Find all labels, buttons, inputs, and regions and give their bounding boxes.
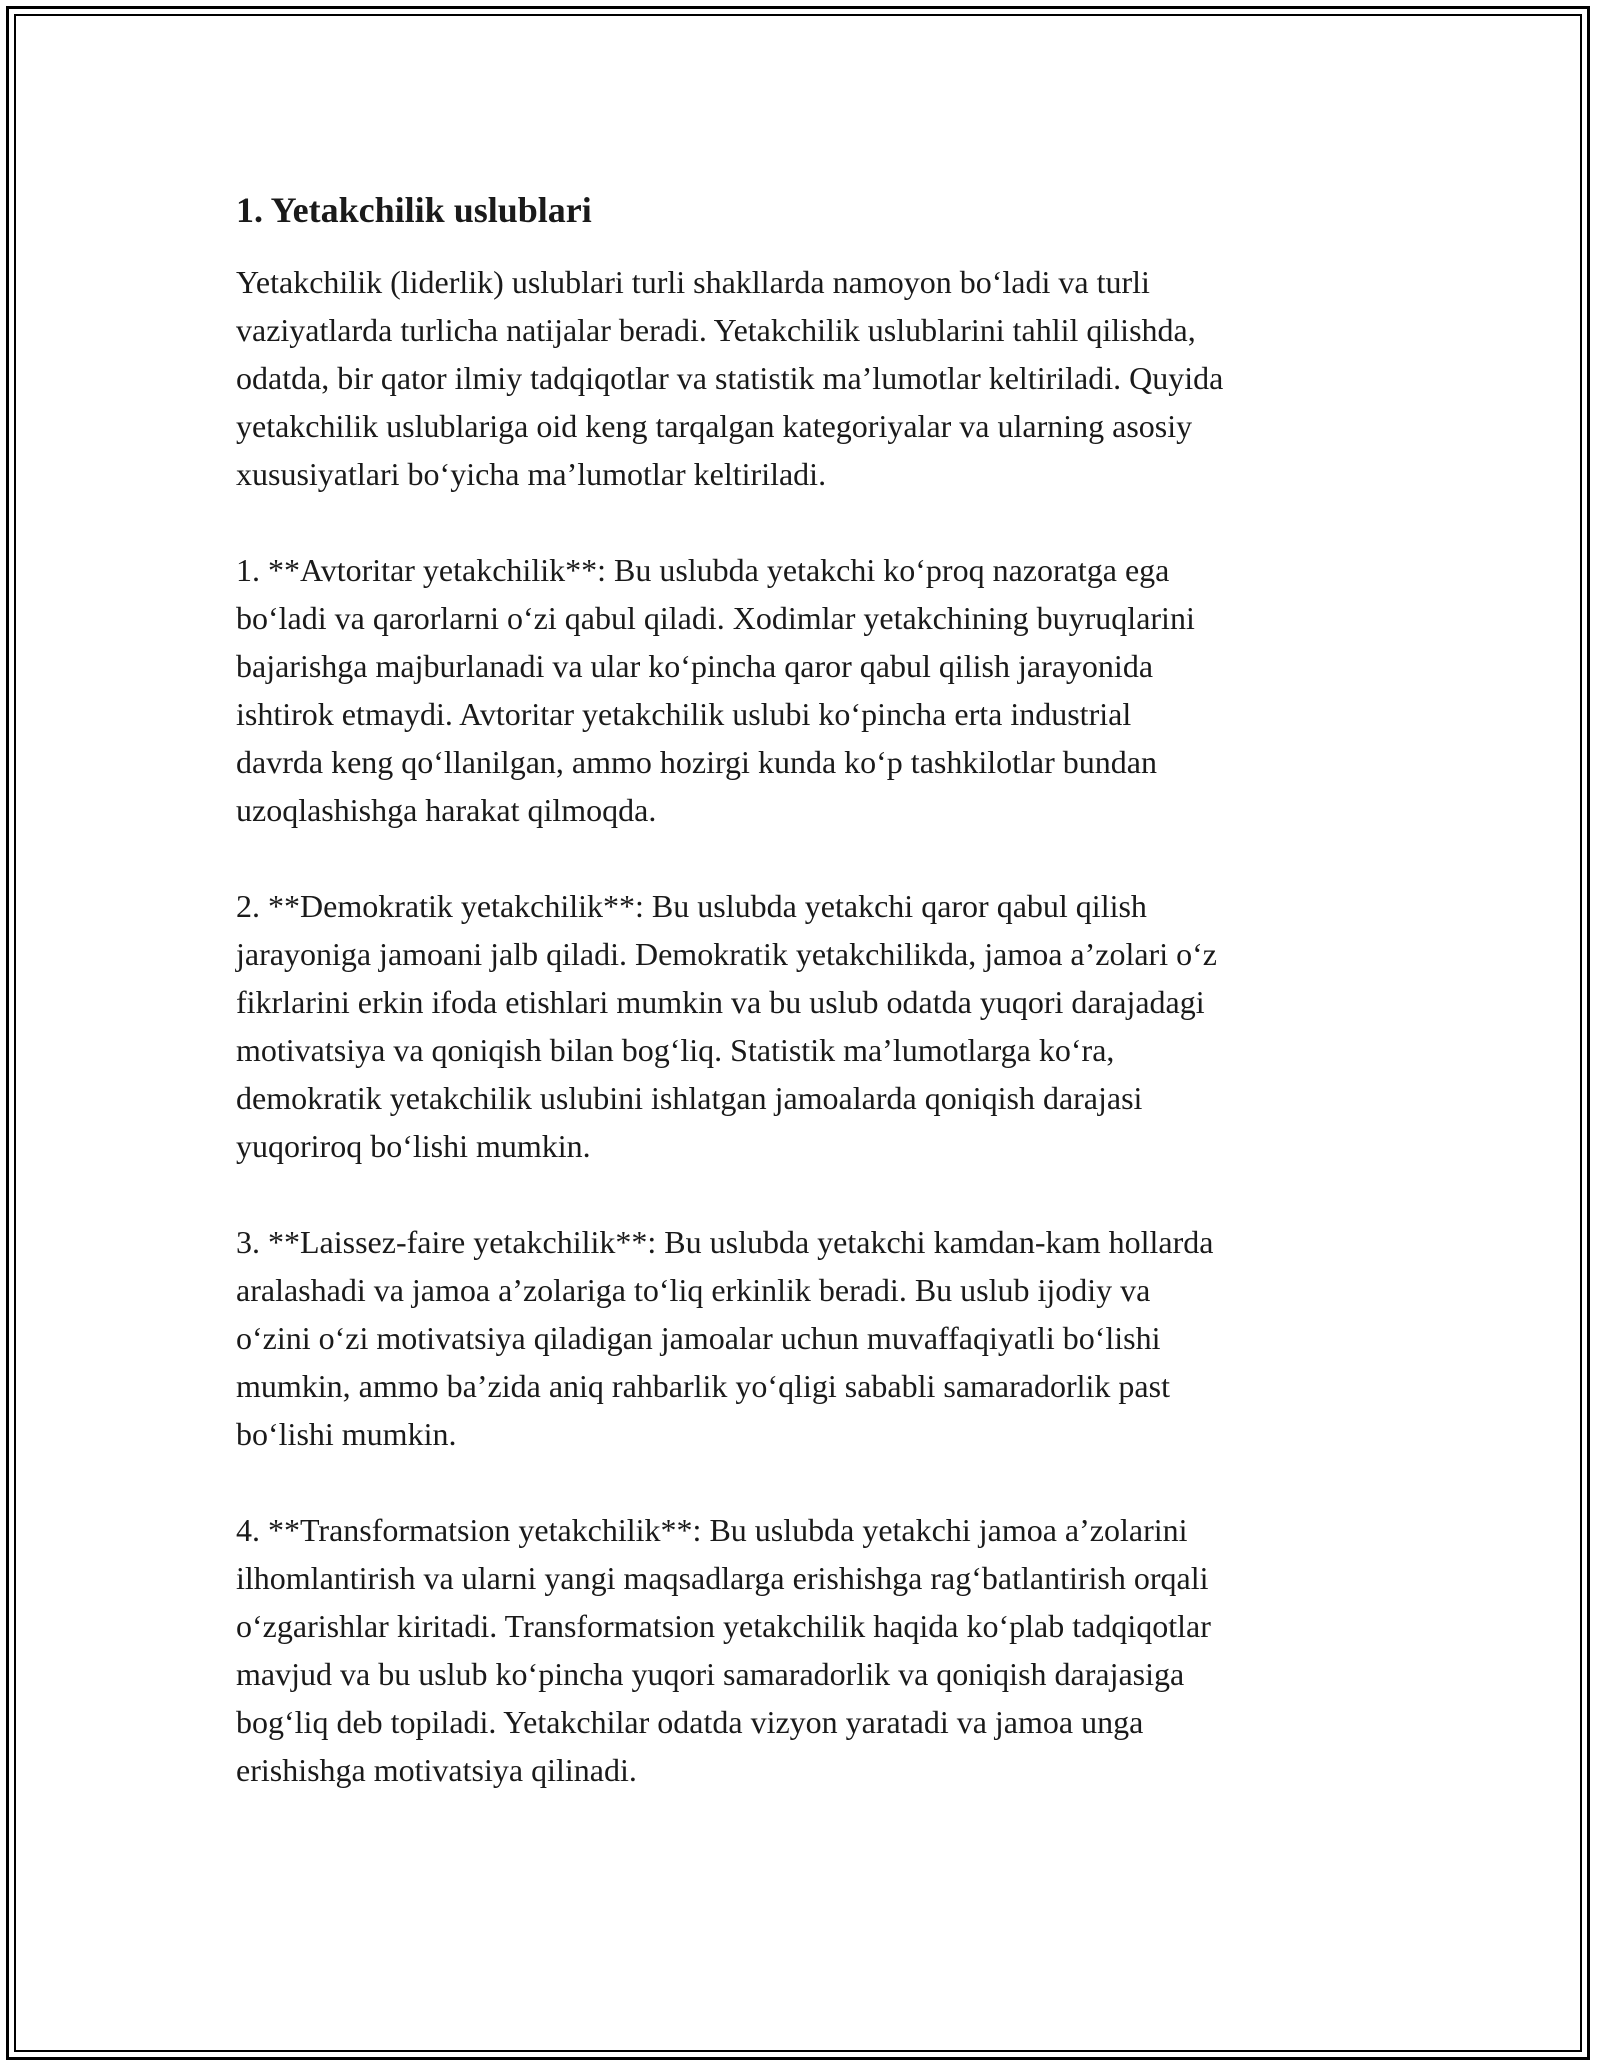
document-body bbox=[236, 186, 1406, 1842]
paragraph-democratic: 2. **Demokratik yetakchilik**: Bu uslubda yetakchi qaror qabul qilish jarayoniga jamoani jalb qiladi. Demokratik yetakchilikda, jamoa a’zolari o‘z fikrlarini erkin ifoda etishlari mumkin va bu uslub odatda yuqori darajadagi motivatsiya va qoniqish bilan bog‘liq. Statistik ma’lumotlarga ko‘ra, demokratik yetakchilik uslubini ishlatgan jamoalarda qoniqish darajasi yuqoriroq bo‘lishi mumkin. bbox=[236, 888, 1217, 1164]
paragraph-autocratic: 1. **Avtoritar yetakchilik**: Bu uslubda yetakchi ko‘proq nazoratga ega bo‘ladi va qarorlarni o‘zi qabul qiladi. Xodimlar yetakchining buyruqlarini bajarishga majburlanadi va ular ko‘pincha qaror qabul qilish jarayonida ishtirok etmaydi. Avtoritar yetakchilik uslubi ko‘pincha erta industrial davrda keng qo‘llanilgan, ammo hozirgi kunda ko‘p tashkilotlar bundan uzoqlashishga harakat qilmoqda. bbox=[236, 552, 1195, 828]
intro-paragraph: Yetakchilik (liderlik) uslublari turli shakllarda namoyon bo‘ladi va turli vaziyatlarda turlicha natijalar beradi. Yetakchilik uslublarini tahlil qilishda, odatda, bir qator ilmiy tadqiqotlar va statistik ma’lumotlar keltiriladi. Quyida yetakchilik uslublariga oid keng tarqalgan kategoriyalar va ularning asosiy xususiyatlari bo‘yicha ma’lumotlar keltiriladi. bbox=[236, 264, 1224, 492]
paragraph-transformational: 4. **Transformatsion yetakchilik**: Bu uslubda yetakchi jamoa a’zolarini ilhomlantirish va ularni yangi maqsadlarga erishishga rag‘batlantirish orqali o‘zgarishlar kiritadi. Transformatsion yetakchilik haqida ko‘plab tadqiqotlar mavjud va bu uslub ko‘pincha yuqori samaradorlik va qoniqish darajasiga bog‘liq deb topiladi. Yetakchilar odatda vizyon yaratadi va jamoa unga erishishga motivatsiya qilinadi. bbox=[236, 1512, 1211, 1788]
section-heading: 1. Yetakchilik uslublari bbox=[236, 190, 592, 230]
paragraph-laissez-faire: 3. **Laissez-faire yetakchilik**: Bu uslubda yetakchi kamdan-kam hollarda aralashadi va jamoa a’zolariga to‘liq erkinlik beradi. Bu uslub ijodiy va o‘zini o‘zi motivatsiya qiladigan jamoalar uchun muvaffaqiyatli bo‘lishi mumkin, ammo ba’zida aniq rahbarlik yo‘qligi sababli samaradorlik past bo‘lishi mumkin. bbox=[236, 1224, 1214, 1452]
